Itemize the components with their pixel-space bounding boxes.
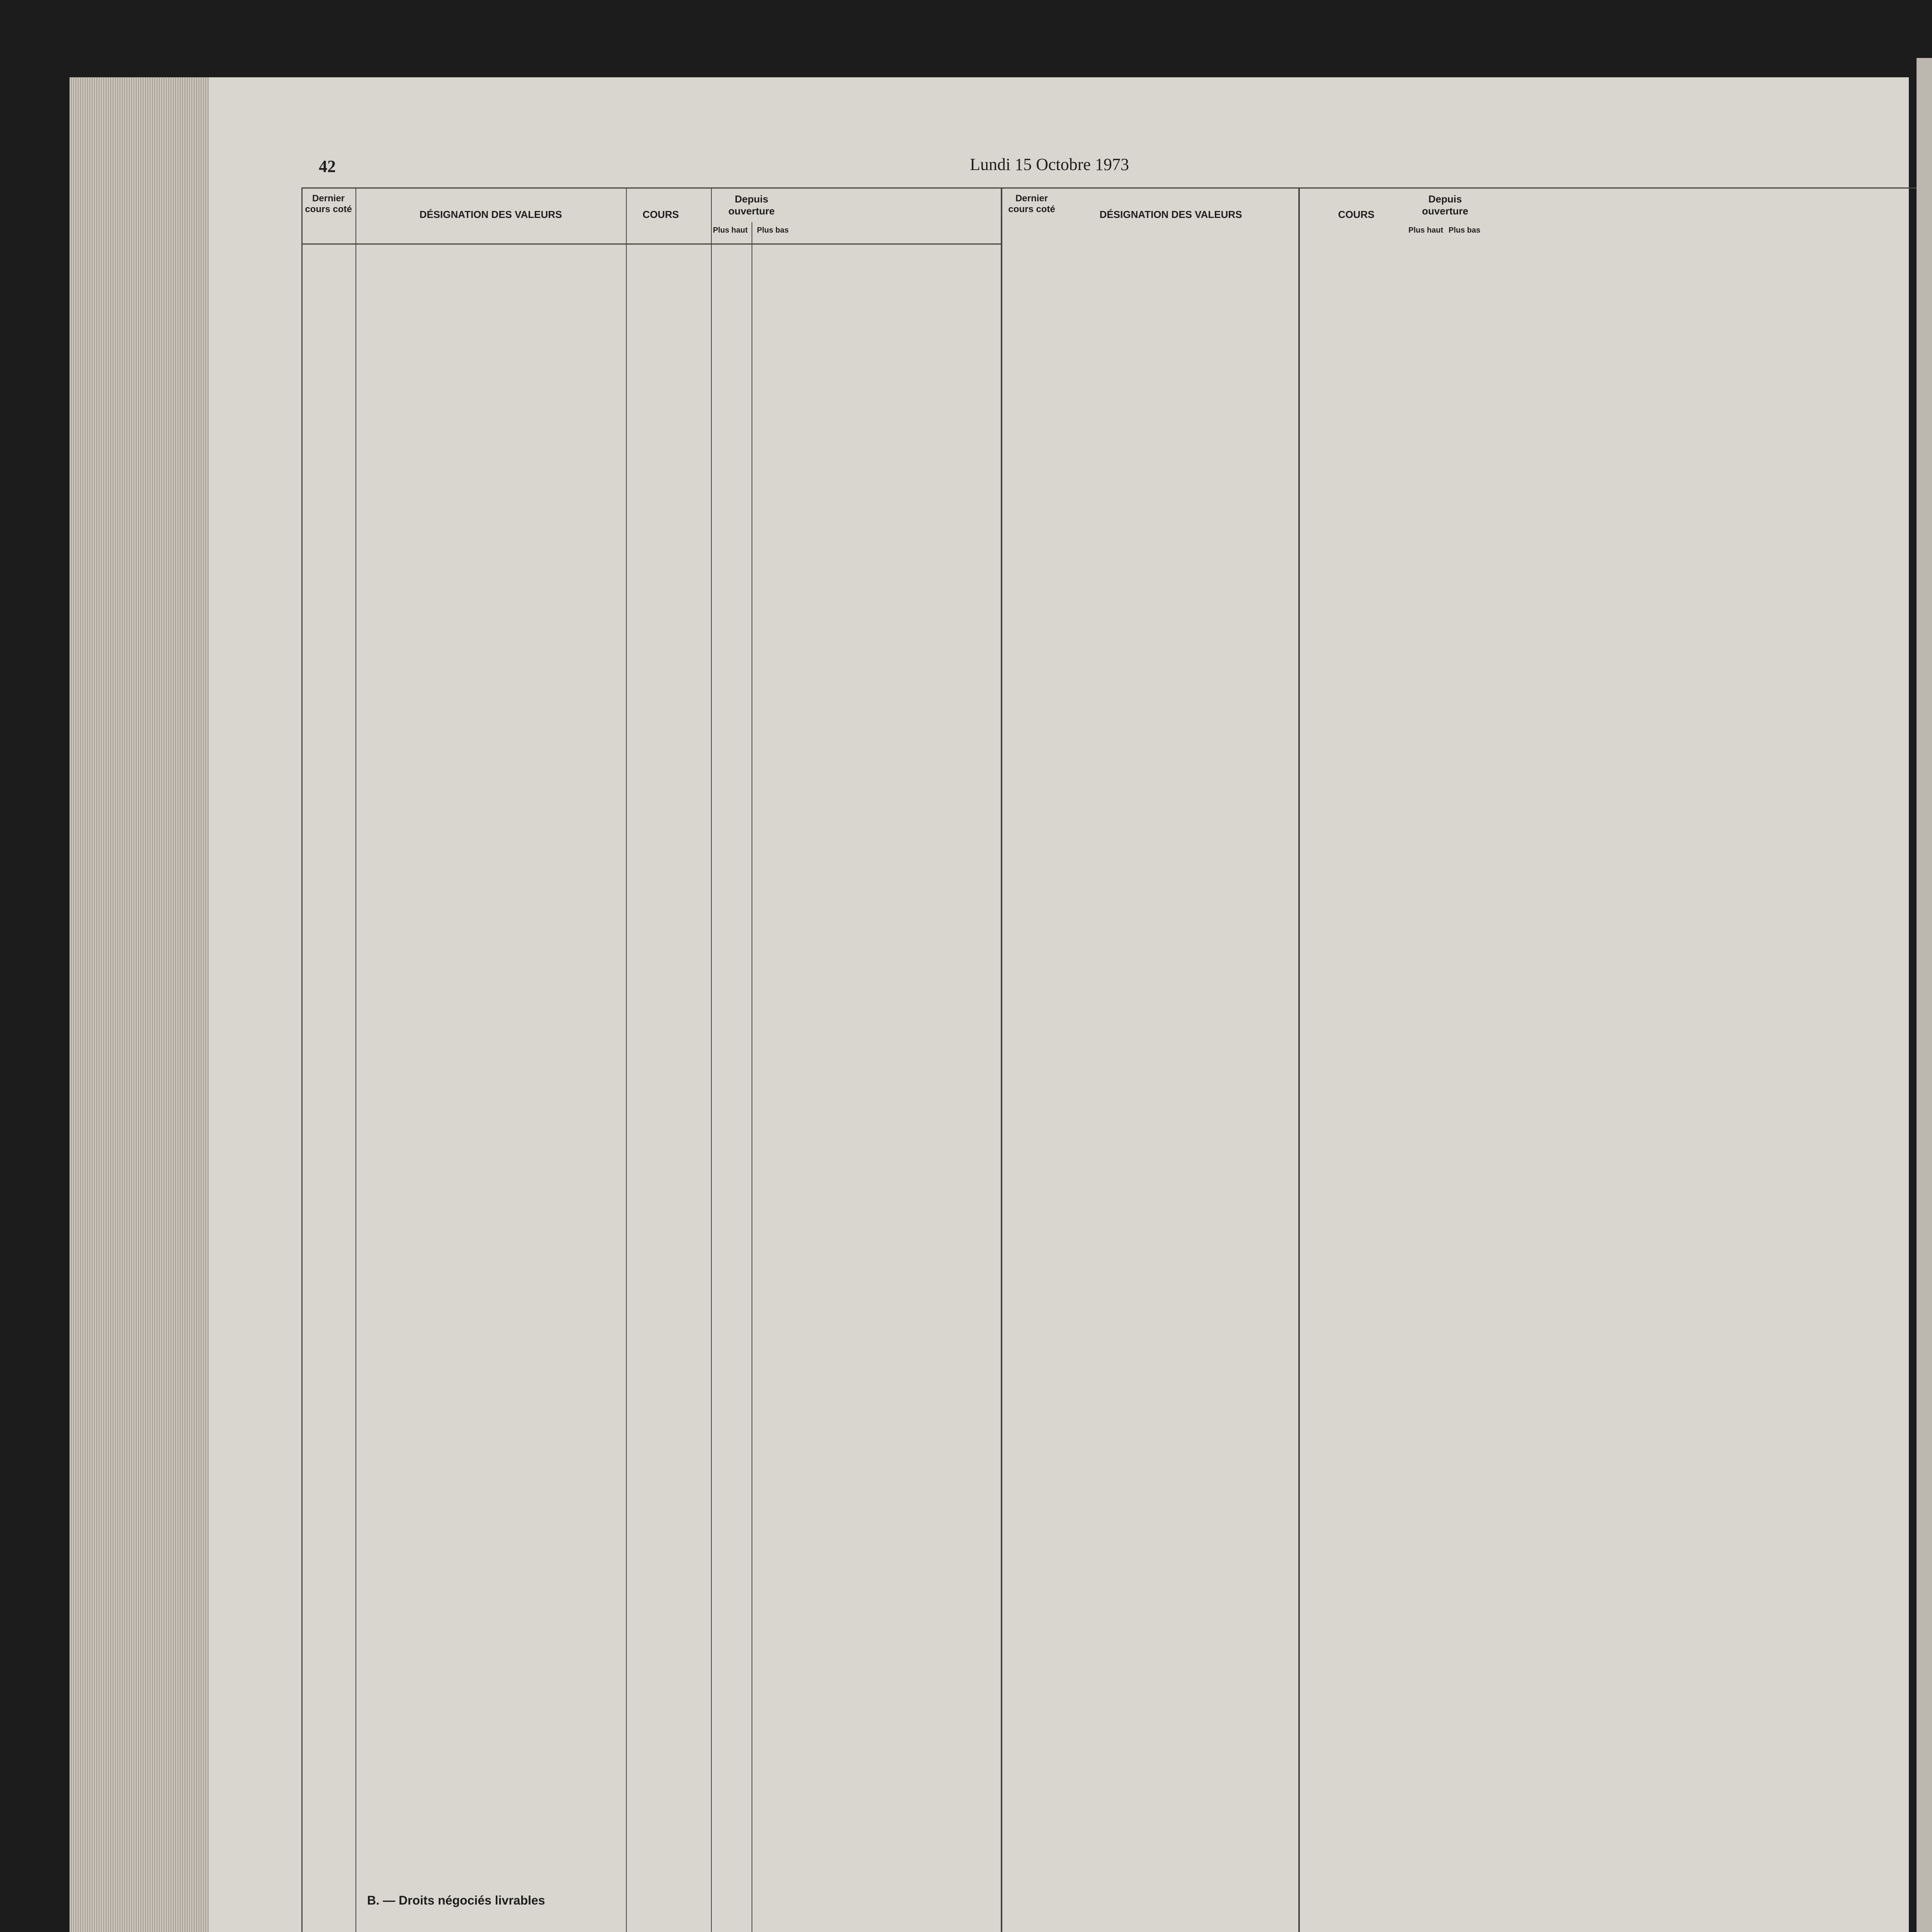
left-section-b: B. — Droits négociés livrables — [367, 1893, 545, 1907]
left-h-depuis: Depuis ouverture — [728, 193, 775, 217]
top-rule — [301, 187, 1917, 189]
mid-h-last: Dernier cours coté — [1008, 193, 1055, 214]
mid-h-bas: Plus bas — [1448, 226, 1481, 235]
left-col-rule-b — [626, 187, 627, 1932]
mid-h-haut: Plus haut — [1408, 226, 1443, 235]
newspaper-page — [209, 77, 1909, 1932]
left-h-last: Dernier cours coté — [305, 193, 352, 214]
left-col-rule-c — [711, 187, 712, 1932]
left-h-designation: DÉSIGNATION DES VALEURS — [419, 209, 562, 220]
left-col-rule-a — [355, 187, 356, 1932]
column-divider-1 — [1001, 187, 1002, 1932]
mid-h-depuis: Depuis ouverture — [1422, 193, 1468, 217]
column-divider-2 — [1298, 187, 1300, 1932]
page-date: Lundi 15 Octobre 1973 — [970, 155, 1129, 174]
left-h-cours: COURS — [643, 209, 679, 220]
page-number: 42 — [319, 157, 336, 176]
facing-page-edge — [1917, 58, 1932, 1932]
left-frame — [301, 187, 303, 1932]
left-header-rule — [301, 243, 1001, 245]
left-h-bas: Plus bas — [757, 226, 789, 235]
page-edges — [70, 77, 209, 1932]
mid-h-designation: DÉSIGNATION DES VALEURS — [1099, 209, 1242, 220]
mid-h-cours: COURS — [1338, 209, 1374, 220]
left-h-haut: Plus haut — [713, 226, 748, 235]
